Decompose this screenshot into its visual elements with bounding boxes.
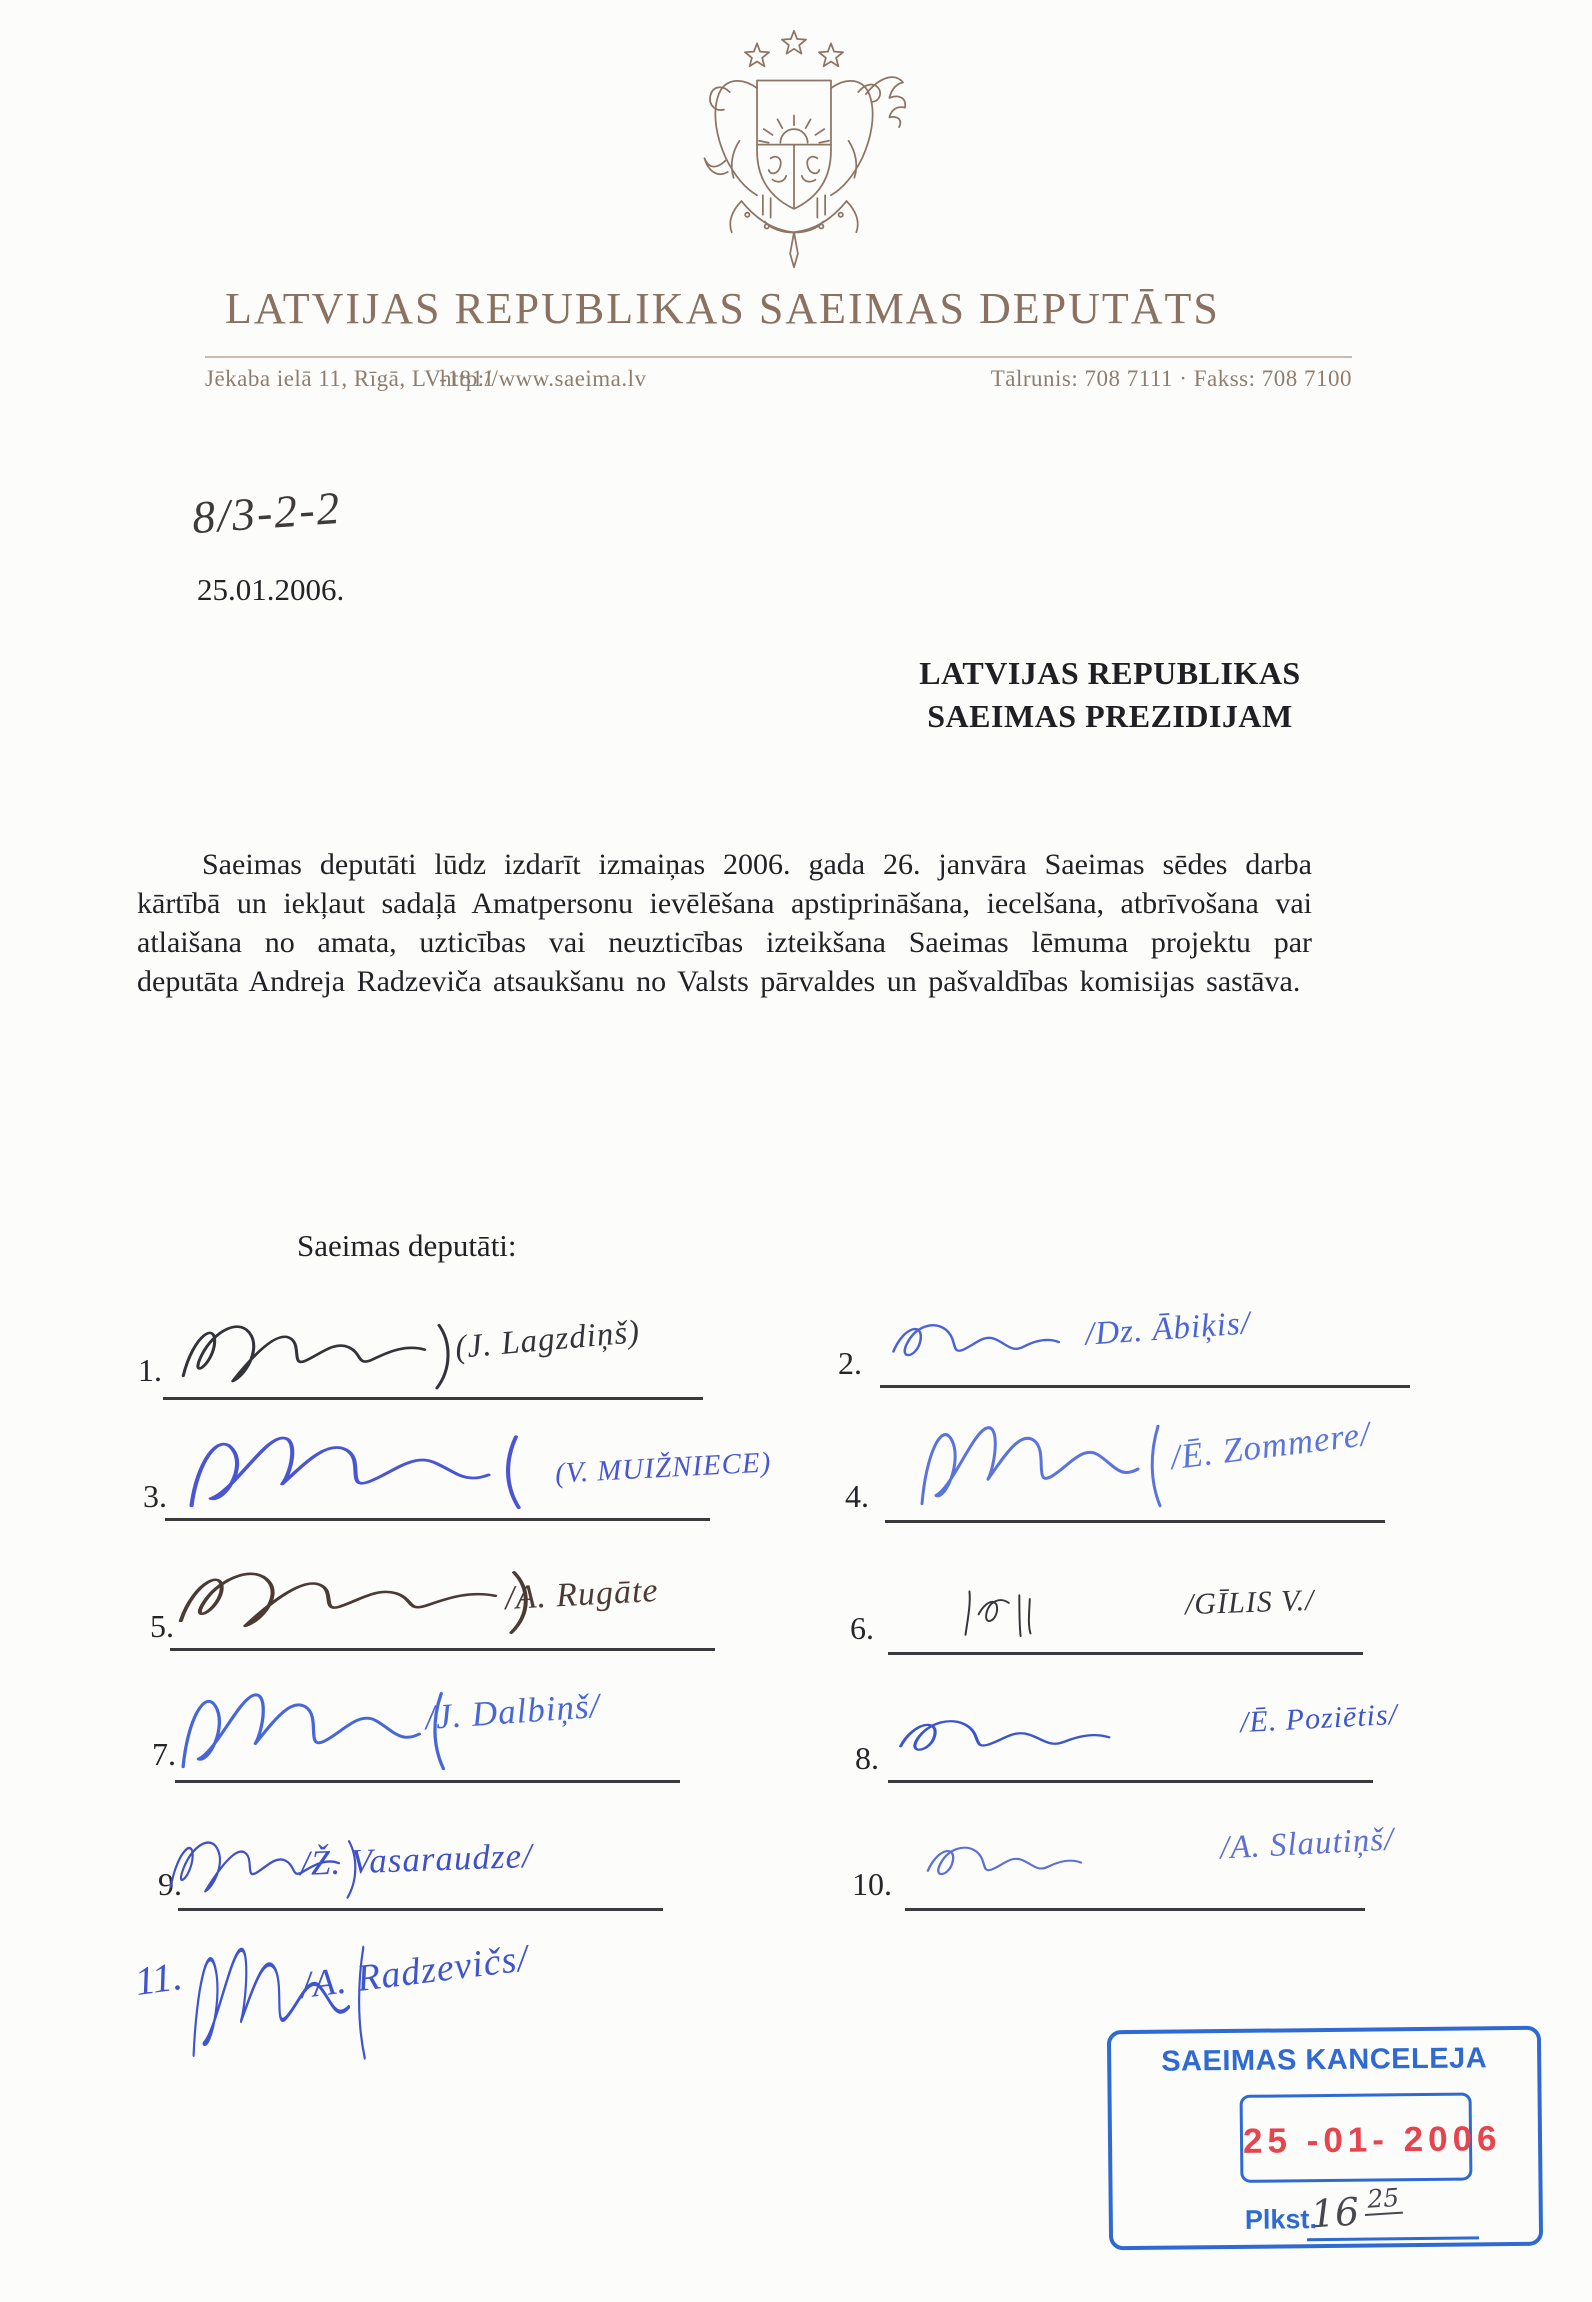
signature-number: 3. <box>143 1478 167 1514</box>
signature-scribble <box>185 1928 415 2083</box>
signature-number: 10. <box>852 1866 892 1902</box>
stamp-time-value <box>1309 2182 1401 2237</box>
signature-name: /Dz. Ābiķis/ <box>1083 1305 1253 1353</box>
signature-scribble <box>175 1424 615 1524</box>
stars-icon <box>745 31 843 67</box>
handwritten-ref-number: 8/3-2-2 <box>190 481 344 544</box>
letterhead-address: Jēkaba ielā 11, Rīgā, LV-1811 <box>205 366 495 391</box>
signature-number: 11. <box>132 1952 185 2005</box>
signature-row-5 <box>140 1550 860 1660</box>
signature-row-10 <box>850 1810 1580 1920</box>
signature-number: 5. <box>150 1608 174 1644</box>
signature-scribble <box>890 1700 1230 1782</box>
signature-number: 2. <box>838 1345 862 1381</box>
signature-row-7 <box>145 1680 865 1790</box>
signature-row-9 <box>150 1810 880 1920</box>
signature-scribble <box>920 1828 1170 1904</box>
recipient-line-1: LATVIJAS REPUBLIKAS <box>919 655 1301 691</box>
stamp-time-hour: 16 <box>1309 2189 1361 2237</box>
body-paragraph: Saeimas deputāti lūdz izdarīt izmaiņas 2006. gada 26. janvāra Saeimas sēdes darba kārtībā un iekļaut sadaļā Amatpersonu ievēlēšana apstiprināšana, iecelšana, atbrīvošana vai atlaišana no amata, uzticības vai neuzticības izteikšana Saeimas lēmuma projektu par deputāta Andreja Radzeviča atsaukšanu no Valsts pārvaldes un pašvaldības komisijas sastāva. <box>137 848 1312 998</box>
latvia-coat-of-arms <box>648 24 940 277</box>
signature-line <box>905 1908 1365 1911</box>
stamp-date: 25 -01- 2006 <box>1242 2119 1502 2161</box>
signature-row-11 <box>130 1920 850 2100</box>
signature-number: 6. <box>850 1610 874 1646</box>
signature-name: /A. Radzevičs/ <box>298 1937 531 2007</box>
signature-line <box>888 1652 1363 1655</box>
signature-row-4 <box>840 1400 1560 1530</box>
letterhead-phone: Tālrunis: 708 7111 · Fakss: 708 7100 <box>990 366 1352 391</box>
lion-supporter <box>704 81 757 195</box>
signature-line <box>170 1648 715 1651</box>
recipient-line-2: SAEIMAS PREZIDIJAM <box>927 698 1293 734</box>
stamp-time-label: Plkst. <box>1244 2204 1318 2235</box>
signature-row-1 <box>135 1300 795 1410</box>
signature-number: 1. <box>138 1352 162 1388</box>
signature-number: 9. <box>158 1866 182 1902</box>
org-title: LATVIJAS REPUBLIKAS SAEIMAS DEPUTĀTS <box>225 284 1220 333</box>
signature-row-2 <box>835 1285 1545 1395</box>
signature-name: (J. Lagzdiņš) <box>453 1313 642 1367</box>
signature-number: 7. <box>152 1736 176 1772</box>
signature-number: 4. <box>845 1478 869 1514</box>
stamp-date-box <box>1240 2092 1502 2182</box>
signature-name: (V. MUIŽNIECE) <box>554 1446 773 1490</box>
signature-name: /A. Rugāte <box>504 1572 660 1617</box>
kanceleja-stamp <box>1107 2026 1543 2251</box>
shield <box>757 80 831 208</box>
signature-row-6 <box>845 1560 1555 1660</box>
stamp-title: SAEIMAS KANCELEJA <box>1161 2042 1488 2078</box>
signature-name: /J. Dalbiņš/ <box>423 1685 602 1738</box>
signature-row-3 <box>140 1420 860 1530</box>
stamp-time-underline <box>1307 2236 1479 2241</box>
signature-name: /GĪLIS V./ <box>1184 1583 1315 1622</box>
letterhead-divider <box>205 356 1352 358</box>
signature-number: 8. <box>855 1740 879 1776</box>
signature-scribble <box>955 1580 1165 1650</box>
signature-name: /Ē. Zommere/ <box>1168 1413 1373 1478</box>
signature-row-8 <box>850 1690 1560 1790</box>
signature-name: /A. Slautiņš/ <box>1219 1821 1396 1867</box>
signature-name: /Ē. Poziētis/ <box>1239 1697 1399 1740</box>
recipient-heading <box>880 652 1340 738</box>
letterhead-website: http://www.saeima.lv <box>440 366 647 391</box>
signers-label: Saeimas deputāti: <box>297 1228 517 1263</box>
stamp-time-minutes: 25 <box>1363 2183 1403 2216</box>
letter-date: 25.01.2006. <box>197 572 345 607</box>
signature-name: /Ž. Vasaraudze/ <box>299 1835 534 1884</box>
griffin-supporter <box>831 77 905 195</box>
